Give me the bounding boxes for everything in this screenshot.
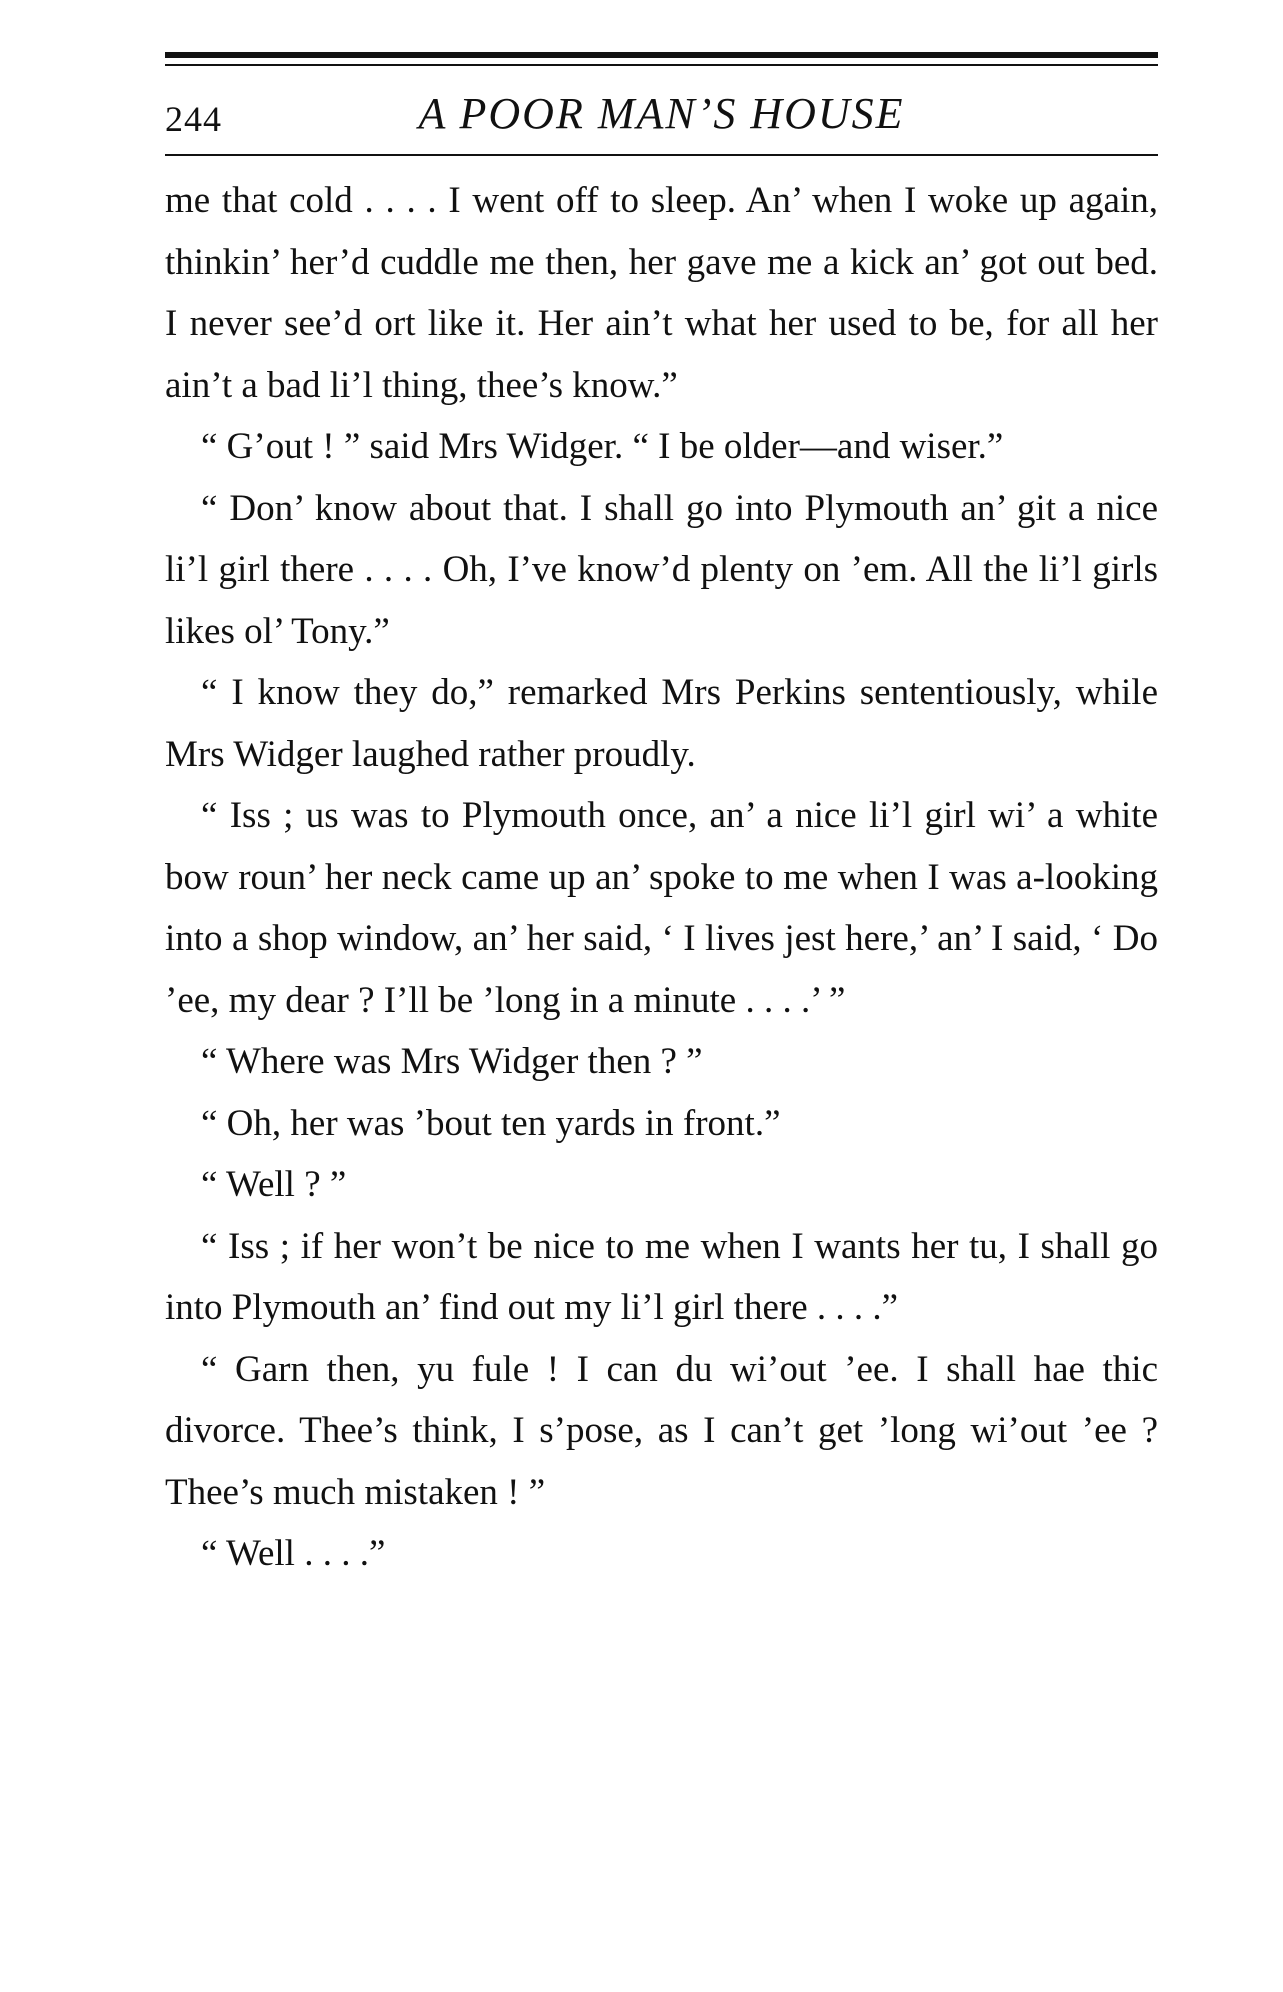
header-rule-thick <box>165 52 1158 58</box>
paragraph: “ Don’ know about that. I shall go into Plymouth an’ git a nice li’l girl there . . . . Oh, I’ve know’d plenty on ’em. All the li’l girls likes ol’ Tony.” <box>165 487 1158 652</box>
paragraph: “ Where was Mrs Widger then ? ” <box>201 1041 703 1082</box>
paragraph: “ Well . . . .” <box>201 1533 386 1574</box>
running-title: A POOR MAN’S HOUSE <box>418 89 905 138</box>
paragraph: “ Oh, her was ’bout ten yards in front.” <box>201 1102 781 1144</box>
paragraph: “ Iss ; if her won’t be nice to me when I wants her tu, I shall go into Plymouth an’ find out my li’l girl there . . . .” <box>165 1225 1158 1328</box>
paragraph: “ Iss ; us was to Plymouth once, an’ a nice li’l girl wi’ a white bow roun’ her neck came up an’ spoke to me when I was a-looking into a shop window, an’ her said, ‘ I lives jest here,’ an’ I said, ‘ Do ’ee, my dear ? I’ll be ’long in a minute . . . .’ ” <box>165 795 1158 1021</box>
paragraph: “ Garn then, yu fule ! I can du wi’out ’ee. I shall hae thic divorce. Thee’s think, I s’pose, as I can’t get ’long wi’out ’ee ? Thee’s much mistaken ! ” <box>165 1348 1158 1513</box>
paragraph-continuation: me that cold . . . . I went off to sleep. An’ when I woke up again, thinkin’ her’d cuddle me then, her gave me a kick an’ got out bed. I never see’d ort like it. Her ain’t what her used to be, for all her ain’t a bad li’l thing, thee’s know.” <box>165 180 1158 406</box>
paragraph: “ I know they do,” remarked Mrs Perkins sententiously, while Mrs Widger laughed rather proudly. <box>165 672 1158 775</box>
page-number: 244 <box>165 99 222 139</box>
body-text <box>165 170 1158 1585</box>
header-rule-bottom <box>165 154 1158 156</box>
paragraph: “ Well ? ” <box>201 1164 347 1205</box>
running-head <box>165 82 1158 152</box>
header-rule-thin <box>165 64 1158 66</box>
paragraph: “ G’out ! ” said Mrs Widger. “ I be older—and wiser.” <box>201 426 1004 467</box>
